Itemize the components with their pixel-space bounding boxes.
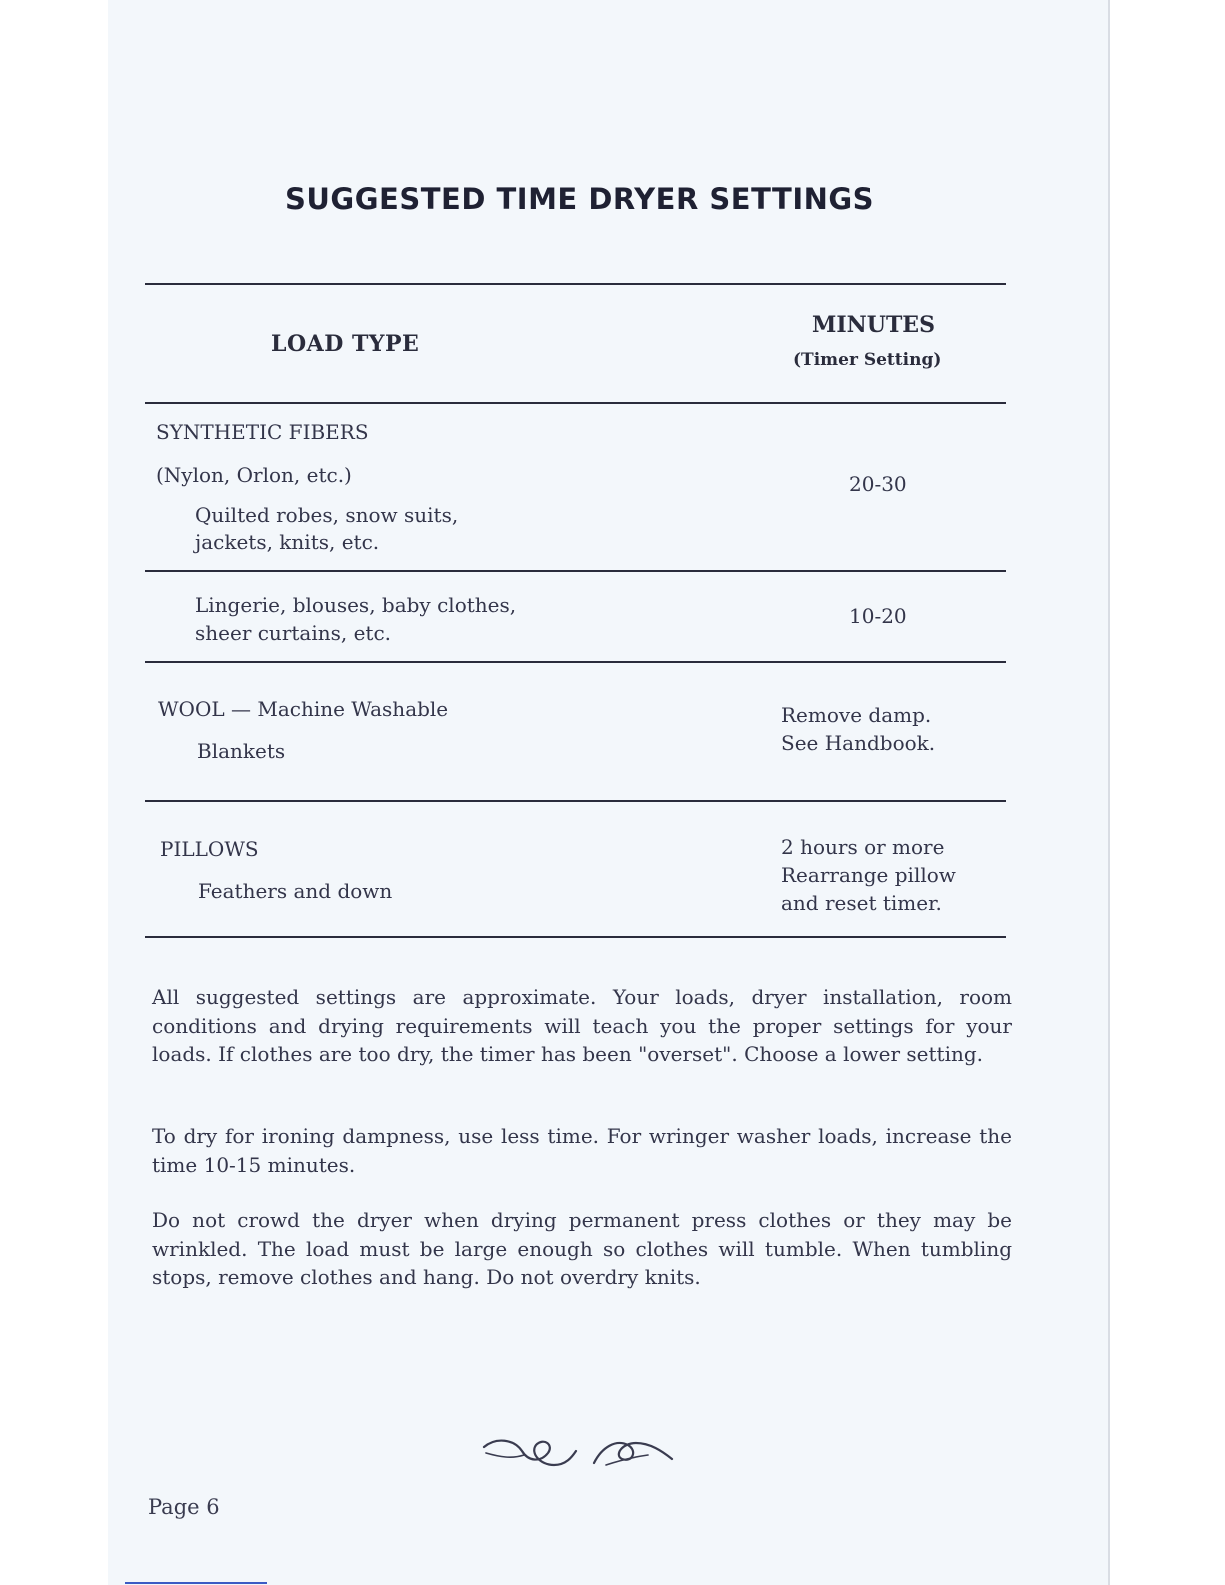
minutes-synthetic-light: 10-20 — [849, 604, 907, 628]
minutes-pillows-line1: 2 hours or more — [781, 835, 945, 859]
load-item-lingerie-line1: Lingerie, blouses, baby clothes, — [195, 593, 517, 617]
page-edge-divider — [1108, 0, 1110, 1585]
header-divider-rule — [145, 402, 1006, 404]
table-bottom-rule — [145, 936, 1006, 938]
load-item-quilted-line2: jackets, knits, etc. — [195, 530, 380, 554]
load-item-lingerie-line2: sheer curtains, etc. — [195, 621, 392, 645]
flourish-ornament-icon — [478, 1425, 678, 1481]
row-divider-rule — [145, 661, 1006, 663]
minutes-pillows-line2: Rearrange pillow — [781, 863, 956, 887]
subcategory-synthetic: (Nylon, Orlon, etc.) — [156, 463, 352, 487]
category-wool: WOOL — Machine Washable — [158, 697, 449, 721]
page-title: SUGGESTED TIME DRYER SETTINGS — [285, 182, 875, 216]
minutes-wool-line1: Remove damp. — [781, 703, 932, 727]
paragraph-permanent-press: Do not crowd the dryer when drying permanent press clothes or they may be wrinkled. The load must be large enough so clothes will tumble. When tumbling stops, remove clothes and hang. Do not overdry knits. — [152, 1208, 1012, 1289]
category-synthetic-fibers: SYNTHETIC FIBERS — [156, 420, 369, 444]
load-item-blankets: Blankets — [197, 739, 286, 763]
column-header-minutes: MINUTES — [812, 312, 935, 338]
bottom-link-underline — [125, 1582, 267, 1584]
minutes-synthetic-heavy: 20-30 — [849, 472, 907, 496]
paragraph-approximate-settings: All suggested settings are approximate. Your loads, dryer installation, room conditions and drying requirements will teach you the proper settings for your loads. If clothes are too dry, the timer has been "overset". Choose a lower setting. — [152, 985, 1012, 1066]
page-margin — [1108, 0, 1225, 1585]
paragraph-ironing-dampness: To dry for ironing dampness, use less time. For wringer washer loads, increase the time 10-15 minutes. — [152, 1124, 1012, 1177]
row-divider-rule — [145, 800, 1006, 802]
page-number: Page 6 — [148, 1495, 220, 1519]
load-item-feathers: Feathers and down — [198, 879, 393, 903]
column-header-timer-setting: (Timer Setting) — [793, 350, 942, 370]
category-pillows: PILLOWS — [160, 837, 259, 861]
table-top-rule — [145, 283, 1006, 285]
load-item-quilted-line1: Quilted robes, snow suits, — [195, 503, 459, 527]
column-header-load-type: LOAD TYPE — [271, 331, 420, 357]
minutes-pillows-line3: and reset timer. — [781, 891, 942, 915]
minutes-wool-line2: See Handbook. — [781, 731, 936, 755]
row-divider-rule — [145, 570, 1006, 572]
page-sheet — [108, 0, 1108, 1585]
